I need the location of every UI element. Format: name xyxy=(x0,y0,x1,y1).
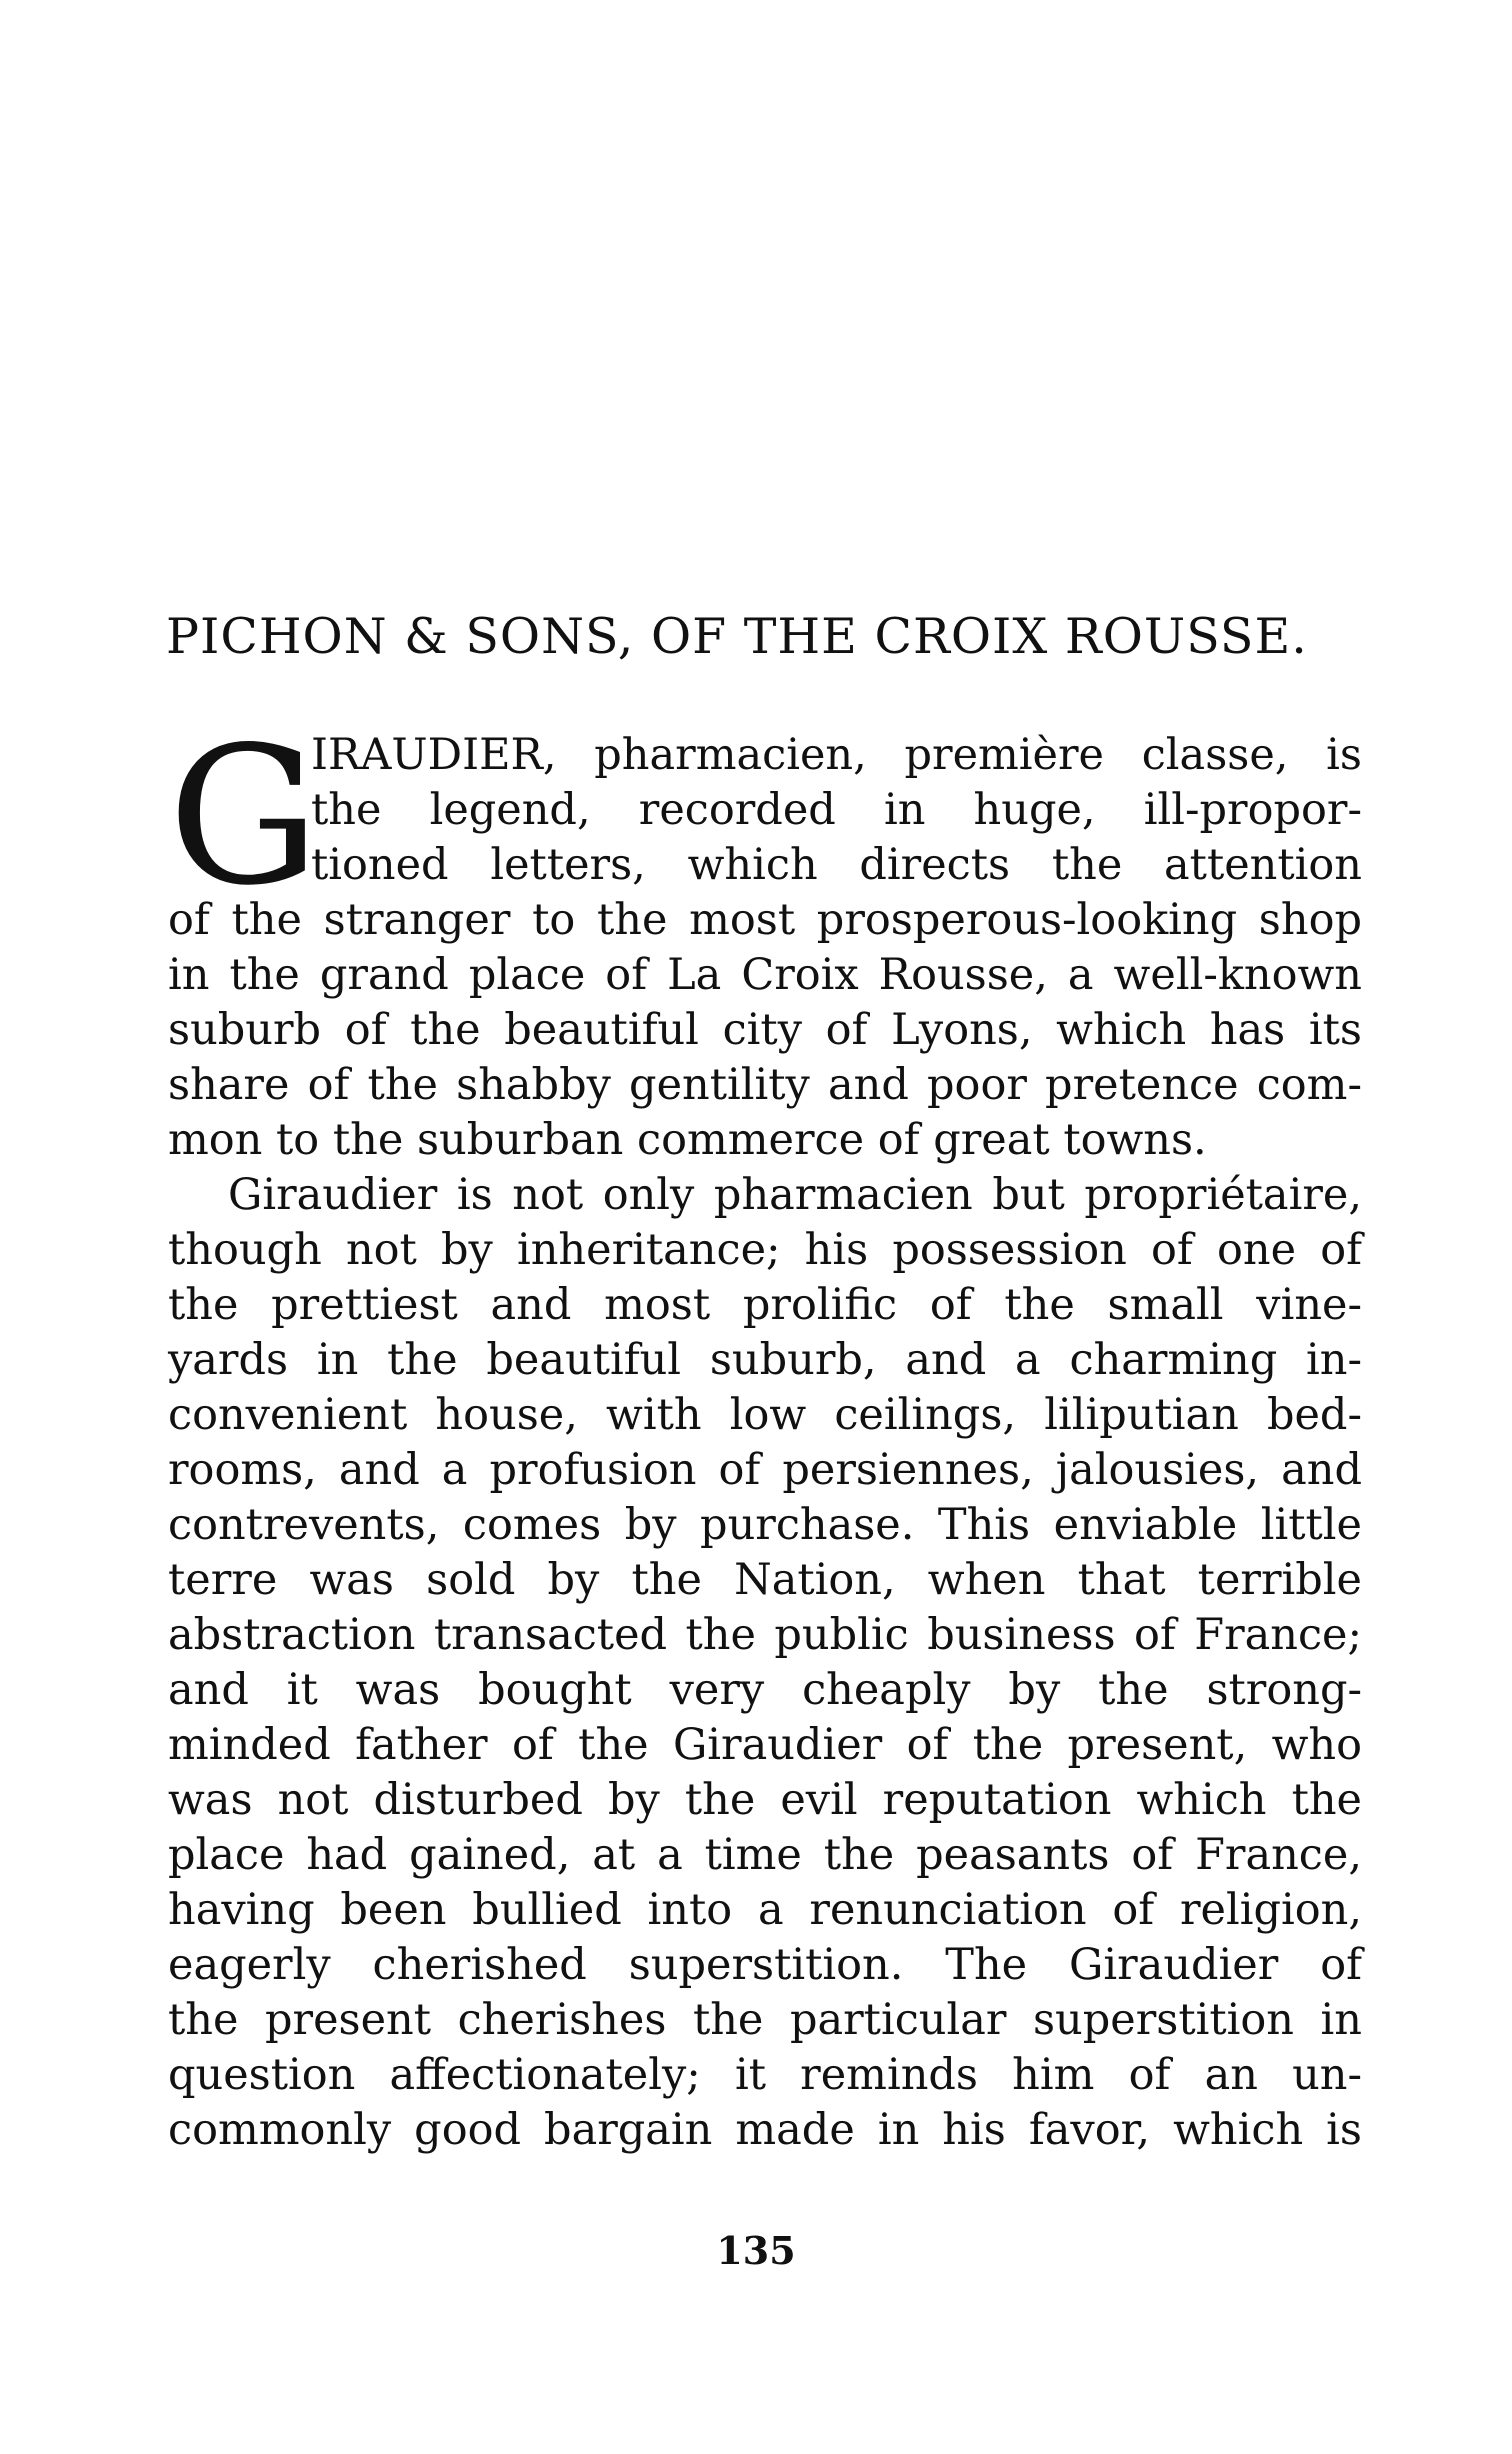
text-line: question affectionately; it reminds him of an un- xyxy=(168,2050,1362,2100)
page-number: 135 xyxy=(716,2228,796,2273)
text-line: the present cherishes the particular superstition in xyxy=(168,1995,1362,2045)
text-line: IRAUDIER, pharmacien, première classe, is xyxy=(311,730,1362,780)
chapter-title: PICHON & SONS, OF THE CROIX ROUSSE. xyxy=(166,608,1308,665)
text-line: minded father of the Giraudier of the present, who xyxy=(168,1720,1362,1770)
text-line: the prettiest and most prolific of the small vine- xyxy=(168,1280,1362,1330)
text-line: eagerly cherished superstition. The Giraudier of xyxy=(168,1940,1362,1990)
text-line: tioned letters, which directs the attention xyxy=(311,840,1362,890)
text-line: rooms, and a profusion of persiennes, jalousies, and xyxy=(168,1445,1362,1495)
body-text xyxy=(168,706,1362,2158)
text-line: place had gained, at a time the peasants of France, xyxy=(168,1830,1362,1880)
drop-cap: G xyxy=(168,706,320,927)
text-line: Giraudier is not only pharmacien but propriétaire, xyxy=(228,1170,1362,1220)
text-line: and it was bought very cheaply by the strong- xyxy=(168,1665,1362,1715)
text-line: though not by inheritance; his possession of one of xyxy=(168,1225,1362,1275)
text-line: share of the shabby gentility and poor pretence com- xyxy=(168,1060,1362,1110)
text-line: in the grand place of La Croix Rousse, a well-known xyxy=(168,950,1362,1000)
text-line: convenient house, with low ceilings, liliputian bed- xyxy=(168,1390,1362,1440)
text-line: having been bullied into a renunciation of religion, xyxy=(168,1885,1362,1935)
text-line: the legend, recorded in huge, ill-propor- xyxy=(311,785,1362,835)
text-line: suburb of the beautiful city of Lyons, which has its xyxy=(168,1005,1362,1055)
text-line: was not disturbed by the evil reputation which the xyxy=(168,1775,1362,1825)
text-line: yards in the beautiful suburb, and a charming in- xyxy=(168,1335,1362,1385)
text-line: abstraction transacted the public business of France; xyxy=(168,1610,1362,1660)
text-line: terre was sold by the Nation, when that terrible xyxy=(168,1555,1362,1605)
text-line: mon to the suburban commerce of great towns. xyxy=(168,1115,1207,1165)
text-line: of the stranger to the most prosperous-looking shop xyxy=(168,895,1362,945)
text-line: commonly good bargain made in his favor, which is xyxy=(168,2105,1362,2155)
text-line: contrevents, comes by purchase. This enviable little xyxy=(168,1500,1362,1550)
